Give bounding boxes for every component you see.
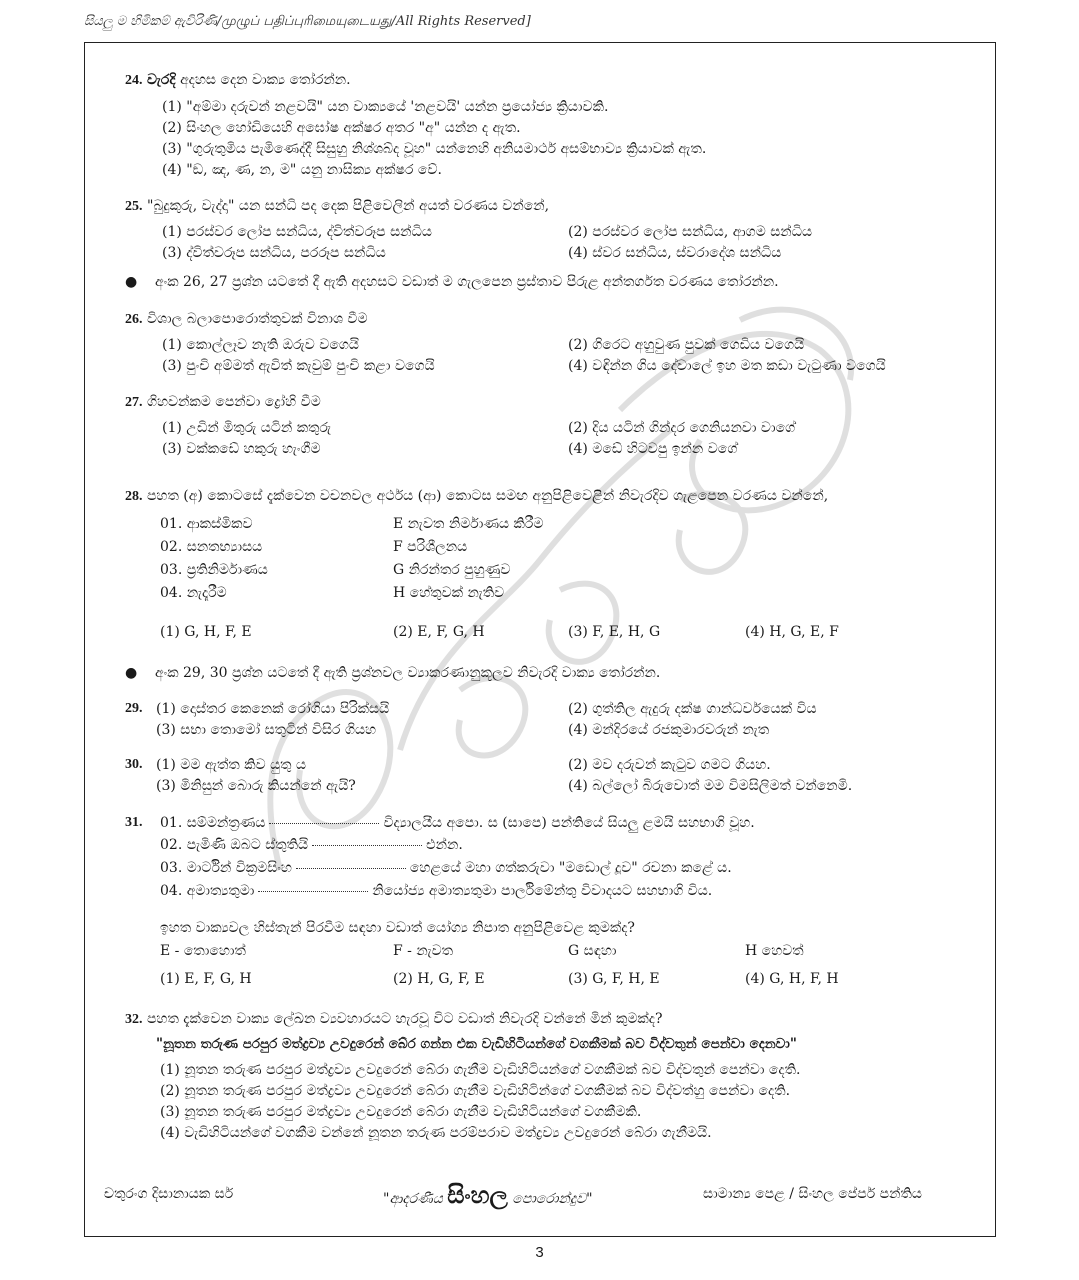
q25-option-1: (1) පරස්වර ලෝප සන්ධිය, ද්විත්වරූප සන්ධිය (162, 224, 432, 240)
q25-option-3: (3) ද්විත්වරූප සන්ධිය, පරරූප සන්ධිය (162, 245, 386, 261)
q32-option-2: (2) නූතන තරුණ පරපුර මත්ද්‍රව්‍ය උවදුරෙන් බේරා ගැනීම වැඩිහිටින්ගේ වගකීමක් බව විද්වත්හු පෙන්වා දෙති. (160, 1083, 791, 1099)
q31-particle-g: G සඳහා (568, 943, 617, 959)
blank (269, 823, 379, 824)
q25-number: 25. (125, 199, 143, 214)
q29-option-2: (2) ගුත්තිල ඇදුරු දක්ෂ ගාන්ධර්වයෙක් විය (568, 701, 817, 717)
q28-option-4: (4) H, G, E, F (745, 624, 839, 640)
q28-option-3: (3) F, E, H, G (568, 624, 661, 640)
q27-option-3: (3) වක්කඩේ හකුරු හැංගීම (162, 441, 321, 457)
q31-prompt: ඉහත වාක්‍යවල හිස්තැන් පිරවීම සඳහා වඩාත් යෝග්‍ය නිපාත අනුපිළිවෙළ කුමක්ද? (160, 920, 635, 936)
q26-option-3: (3) පුංචි අම්මත් ඇවිත් කැවුම් පුංචි කළා වගෙයි (162, 358, 435, 374)
blank (296, 868, 406, 869)
q30-option-4: (4) බල්ලෝ බිරුවොත් මම විමසිලිමත් වන්නෙමි. (568, 778, 853, 794)
q31-line-1 (160, 815, 755, 831)
q31-line-4-end: නියෝජ්‍ය අමාත්‍යතුමා පාර්ලිමේන්තු විවාදයට සහභාගි විය. (372, 883, 713, 899)
instruction-29-30 (125, 665, 660, 681)
q24-option-4: (4) "ඞ, ඤ, ණ, න, ම" යනු නාසික්‍ය අක්ෂර වේ. (162, 162, 442, 178)
q24-option-1: (1) "අම්මා දරුවන් නළවයි" යන වාක්‍යයේ 'නළවයි' යන්න ප්‍රයෝජ්‍ය ක්‍රියාවකි. (162, 99, 609, 115)
q24-option-3: (3) "ගුරුතුමිය පැමිණෙද්දී සිසුහු නිශ්ශබ්ද වූහ" යන්නෙහි අනියමාර්ථ අසම්භාව්‍ය ක්‍රියාවක් ඇත. (162, 141, 707, 157)
q32-quote: "නූතන තරුණ පරපුර මත්ද්‍රව්‍ය උවදුරෙන් බේර ගන්න එක වැඩිහිටියන්ගේ වගකීමක් බව විද්වතුන් පෙන්වා දෙනවා" (156, 1036, 797, 1052)
q28-left-1: 01. ආකස්මිකව (160, 516, 253, 532)
q26-stem (125, 311, 368, 328)
q29-option-1: (1) දොස්තර කෙනෙක් රෝගියා පිරික්සයි (156, 701, 390, 717)
q27-option-1: (1) උඩින් මිතුරු යටින් කතුරු (162, 420, 332, 436)
q30-option-3: (3) මිනිසුන් බොරු කියන්නේ ඇයි? (156, 778, 356, 794)
q28-left-3: 03. ප්‍රතිනිර්මාණය (160, 562, 268, 578)
q31-line-3-start: 03. මාර්ටින් වික්‍රමසිංහ (160, 860, 292, 876)
q25-stem (125, 198, 549, 215)
q26-number: 26. (125, 312, 143, 327)
q28-left-2: 02. සනතභ්‍යාසය (160, 539, 263, 555)
q31-line-3 (160, 860, 732, 876)
q32-option-4: (4) වැඩිහිටියන්ගේ වගකීම වන්නේ නූතන තරුණ පරම්පරාව මත්ද්‍රව්‍ය උවදුරෙන් බේරා ගැනීමයි. (160, 1125, 712, 1141)
q31-particle-f: F - නැවත (393, 943, 454, 959)
footer-slogan-logo: සිංහල (447, 1180, 508, 1209)
footer-teacher-name: චතුරංග දිසානායක සර් (104, 1186, 234, 1202)
blank (258, 891, 368, 892)
page-number: 3 (535, 1244, 544, 1261)
q32-option-1: (1) නූතන තරුණ පරපුර මත්ද්‍රව්‍ය උවදුරෙන් බේරා ගැනීම වැඩිහිටියන්ගේ වගකීමක් බව විද්වතුන් පෙන්වා දෙති. (160, 1062, 801, 1078)
q27-number: 27. (125, 395, 143, 410)
q26-option-2: (2) ගිරෙට අහුවුණ පුවක් ගෙඩිය වගෙයි (568, 337, 805, 353)
q31-option-4: (4) G, H, F, H (745, 971, 839, 987)
q30-option-1: (1) මම ඇත්ත කිව යුතු ය (156, 757, 307, 773)
q27-option-2: (2) දිය යටින් ගින්දර ගෙනියනවා වාගේ (568, 420, 796, 436)
q26-stem-text: විශාල බලාපොරොත්තුවක් විනාශ වීම (146, 311, 368, 327)
q31-line-1-start: 01. සම්මන්ත්‍රණය (160, 815, 266, 831)
q31-particle-e: E - තොහොත් (160, 943, 246, 959)
q29-option-3: (3) සභා තොමෝ සතුටින් විසිර ගියහ (156, 722, 377, 738)
q29-option-4: (4) මන්දිරයේ රජකුමාරවරුන් නැත (568, 722, 770, 738)
q31-option-2: (2) H, G, F, E (393, 971, 485, 987)
q25-option-4: (4) ස්වර සන්ධිය, ස්වරාදේශ සන්ධිය (568, 245, 782, 261)
q24-stem (125, 72, 351, 89)
q28-number: 28. (125, 489, 143, 504)
footer-slogan (383, 1180, 593, 1209)
q26-option-1: (1) කොල්ලෑව නැති ඔරුව වගෙයි (162, 337, 359, 353)
q24-option-2: (2) සිංහල හෝඩියෙහි අඝෝෂ අක්ෂර අතර "අ" යන්න ද ඇත. (162, 120, 521, 136)
q25-option-2: (2) පරස්වර ලෝප සන්ධිය, ආගම සන්ධිය (568, 224, 813, 240)
q29-number: 29. (125, 701, 143, 716)
q28-option-2: (2) E, F, G, H (393, 624, 485, 640)
bullet-icon: ● (125, 274, 156, 290)
q30-number: 30. (125, 757, 143, 772)
q28-right-3: G නිරන්තර පුහුණුව (393, 562, 511, 578)
q28-right-1: E නැවත නිර්මාණය කිරීම (393, 516, 544, 532)
q28-right-4: H හේතුවක් නැතිව (393, 585, 505, 601)
q28-right-2: F පරිශීලනය (393, 539, 468, 555)
footer-slogan-start: "ආදරණීය (383, 1191, 443, 1207)
q31-number: 31. (125, 815, 143, 830)
q31-option-1: (1) E, F, G, H (160, 971, 252, 987)
q31-line-2-start: 02. පැමිණි ඔබට ස්තුතියි (160, 837, 309, 853)
instruction-29-30-text: අංක 29, 30 ප්‍රශ්න යටතේ දී ඇති ප්‍රශ්නවල ව්‍යාකරණානුකූලව නිවැරදි වාක්‍ය තෝරන්න. (155, 665, 661, 681)
q24-number: 24. (125, 73, 143, 88)
instruction-26-27-text: අංක 26, 27 ප්‍රශ්න යටතේ දී ඇති අදහසට වඩාත් ම ගැලපෙන ප්‍රස්තාව පිරුළ අන්තර්ගත වරණය තෝරන්න. (155, 274, 779, 290)
footer-slogan-end: පොරොන්දුව" (512, 1191, 593, 1207)
q27-stem-text: ගිහවන්කම පෙන්වා ද්‍රෝහි වීම (146, 394, 321, 410)
q27-stem (125, 394, 321, 411)
q31-option-3: (3) G, F, H, E (568, 971, 660, 987)
q27-option-4: (4) මඩේ හිටවපු ඉන්න වගේ (568, 441, 738, 457)
q28-option-1: (1) G, H, F, E (160, 624, 252, 640)
rights-header: සියලු ම හිමිකම් ඇවිරිණි/முழுப் பதிப்புரிமையுடையது/All Rights Reserved] (84, 14, 531, 29)
q32-option-3: (3) නූතන තරුණ පරපුර මත්ද්‍රව්‍ය උවදුරෙන් බේරා ගැනීම වැඩිහිටියන්ගේ වගකීමකි. (160, 1104, 642, 1120)
q30-option-2: (2) මව දරුවන් කැටුව ගමට ගියහ. (568, 757, 771, 773)
q28-stem-text: පහත (අ) කොටසේ දැක්වෙන වචනවල අර්ථය (ආ) කොටස සමඟ අනුපිළිවෙළින් නිවැරදිව ගැළපෙන වරණය වන්නේ, (146, 488, 829, 504)
q31-line-2 (160, 837, 463, 853)
q31-line-2-end: එන්න. (426, 837, 463, 853)
blank (312, 845, 422, 846)
q31-line-1-end: විද්‍යාලයීය අපො. ස (සාපෙ) පන්තියේ සියලු ළමයි සහභාගි වූහ. (383, 815, 755, 831)
q32-number: 32. (125, 1012, 143, 1027)
q28-stem (125, 488, 828, 505)
q31-particle-h: H හෙවත් (745, 943, 804, 959)
q31-line-4-start: 04. අමාත්‍යතුමා (160, 883, 255, 899)
q32-stem (125, 1011, 663, 1028)
instruction-26-27 (125, 274, 779, 290)
q31-line-3-end: හෙළයේ මහා ගත්කරුවා "මඩොල් දූව" රචනා කළේ ය. (409, 860, 732, 876)
q26-option-4: (4) වඳින්න ගිය දේවාලේ ඉහ මත කඩා වැටුණා වගෙයි (568, 358, 886, 374)
q28-left-4: 04. නැදෑරීම (160, 585, 227, 601)
q32-stem-text: පහත දැක්වෙන වාක්‍ය ලේඛන ව්‍යවහාරයට හැරවූ විට වඩාත් නිවැරදි වන්නේ මින් කුමක්ද? (146, 1011, 663, 1027)
q31-line-4 (160, 883, 712, 899)
q24-stem-text: අදහස දෙන වාක්‍ය තෝරන්න. (180, 72, 351, 88)
q25-stem-text: "බුදුකුරු, වැද්දා" යන සන්ධි පද දෙක පිළිවෙලින් අයත් වරණය වන්නේ, (146, 198, 550, 214)
bullet-icon: ● (125, 665, 156, 681)
q24-stem-bold: වැරදි (146, 72, 176, 88)
footer-class-name: සාමාන්‍ය පෙළ / සිංහල පේපර් පන්තිය (703, 1186, 922, 1202)
